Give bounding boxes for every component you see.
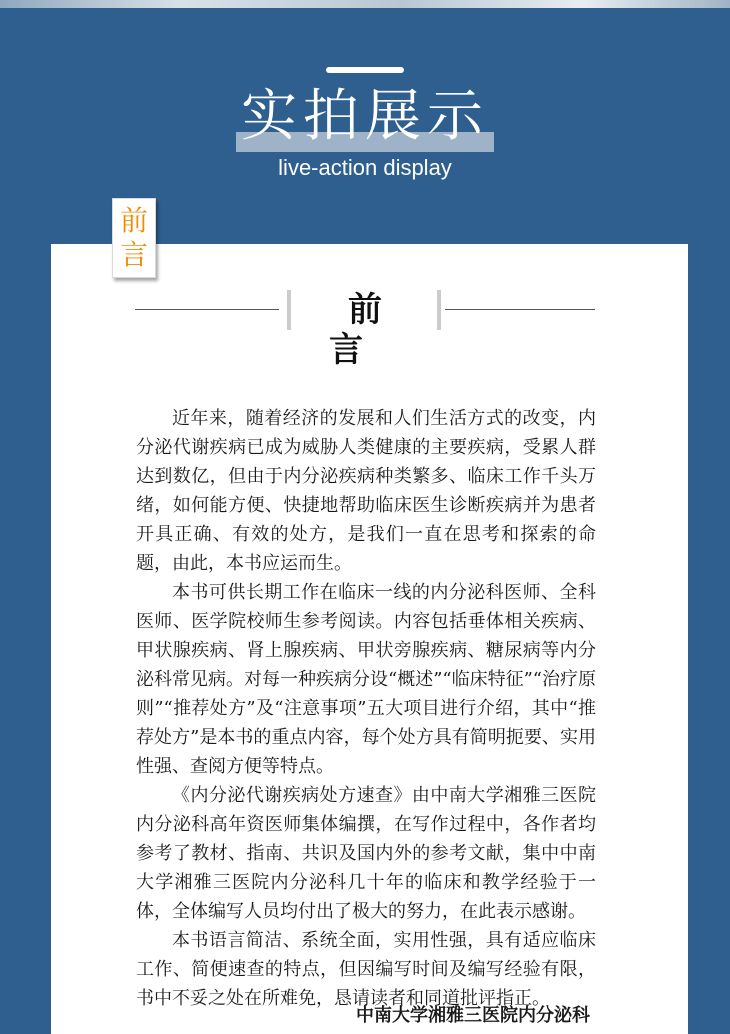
heading-bar-right	[437, 290, 441, 330]
paragraph-3: 《内分泌代谢疾病处方速查》由中南大学湘雅三医院内分泌科高年资医师集体编撰，在写作过程中，各作者均参考了教材、指南、共识及国内外的参考文献，集中中南大学湘雅三医院内分泌科几十年的临床和教学经验于一体，全体编写人员均付出了极大的努力，在此表示感谢。	[136, 785, 596, 922]
banner-title: 实拍展示	[241, 84, 489, 149]
paragraph-1: 近年来，随着经济的发展和人们生活方式的改变，内分泌代谢疾病已成为威胁人类健康的主要疾病，受累人群达到数亿，但由于内分泌疾病种类繁多、临床工作千头万绪，如何能方便、快捷地帮助临床医生诊断疾病并为患者开具正确、有效的处方，是我们一直在思考和探索的命题，由此，本书应运而生。	[136, 408, 596, 574]
top-decorative-strip	[0, 0, 730, 8]
section-tag-char-2: 言	[119, 238, 148, 271]
document-signature: 中南大学湘雅三医院内分泌科	[356, 1005, 590, 1026]
section-tag	[112, 198, 156, 278]
section-tag-char-1: 前	[119, 204, 148, 237]
banner-subtitle: live-action display	[278, 155, 452, 180]
heading-rule-left	[135, 309, 279, 310]
paragraph-4: 本书语言简洁、系统全面，实用性强，具有适应临床工作、简便速查的特点，但因编写时间及编写经验有限，书中不妥之处在所难免，恳请读者和同道批评指正。	[136, 930, 596, 1009]
document-body	[136, 404, 596, 1013]
heading-rule-right	[445, 309, 595, 310]
heading-bar-left	[287, 290, 291, 330]
decorative-line	[326, 67, 404, 73]
paragraph-2: 本书可供长期工作在临床一线的内分泌科医师、全科医师、医学院校师生参考阅读。内容包括垂体相关疾病、甲状腺疾病、肾上腺疾病、甲状旁腺疾病、糖尿病等内分泌科常见病。对每一种疾病分设“概述”“临床特征”“治疗原则”“推荐处方”及“注意事项”五大项目进行介绍，其中“推荐处方”是本书的重点内容，每个处方具有简明扼要、实用性强、查阅方便等特点。	[136, 582, 597, 777]
document-heading: 前言	[329, 290, 420, 370]
document-heading-row	[135, 290, 595, 370]
